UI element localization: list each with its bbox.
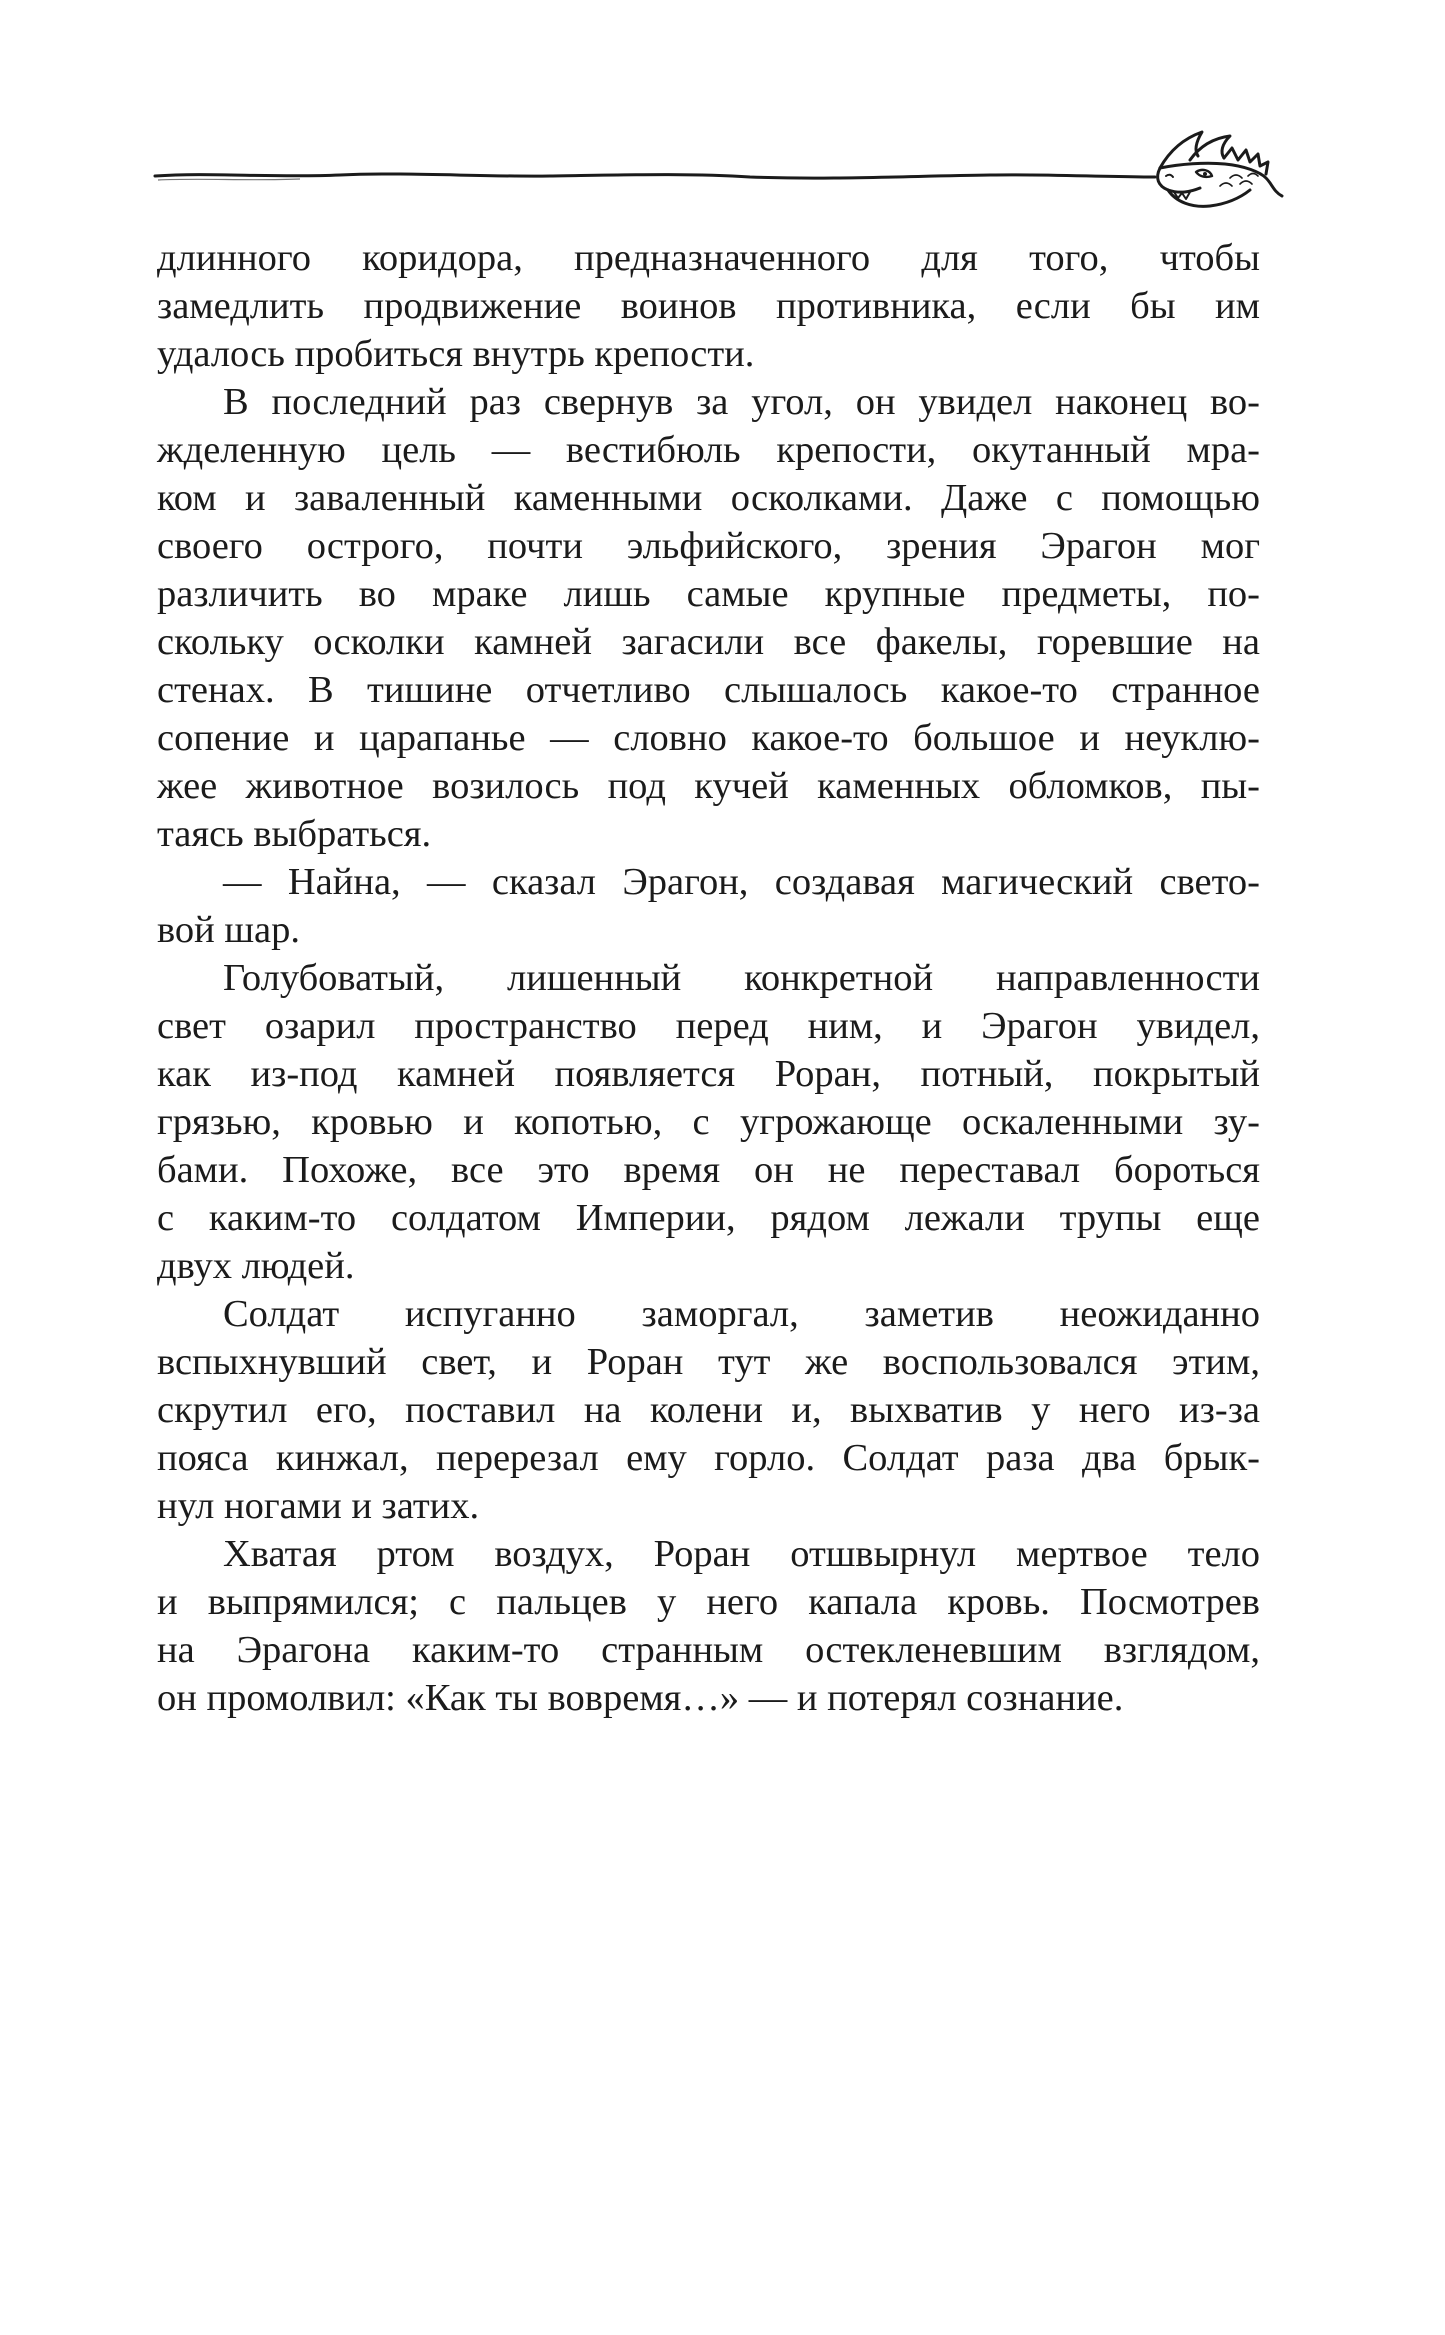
text-line: жделенную цель — вестибюль крепости, окутанный мра-	[157, 429, 1260, 471]
text-line: свет озарил пространство перед ним, и Эрагон увидел,	[157, 1005, 1260, 1047]
text-line: нул ногами и затих.	[157, 1485, 480, 1527]
text-line: он промолвил: «Как ты вовремя…» — и потерял сознание.	[157, 1677, 1124, 1719]
text-line: удалось пробиться внутрь крепости.	[157, 333, 755, 375]
text-line: скрутил его, поставил на колени и, выхватив у него из-за	[157, 1389, 1260, 1431]
text-line: и выпрямился; с пальцев у него капала кровь. Посмотрев	[157, 1581, 1260, 1623]
text-line: ком и заваленный каменными осколками. Даже с помощью	[157, 477, 1260, 519]
text-line: на Эрагона каким-то странным остекленевшим взглядом,	[157, 1629, 1260, 1671]
text-line: скольку осколки камней загасили все факелы, горевшие на	[157, 621, 1260, 663]
header-rule-line	[155, 174, 1155, 178]
paragraph	[157, 1290, 1260, 1530]
text-line: стенах. В тишине отчетливо слышалось какое-то странное	[157, 669, 1260, 711]
text-line: как из-под камней появляется Роран, потный, покрытый	[157, 1053, 1260, 1095]
text-line: двух людей.	[157, 1245, 355, 1287]
body-text	[157, 234, 1260, 1722]
text-line: таясь выбраться.	[157, 813, 432, 855]
header-ornament	[150, 120, 1300, 220]
text-line: длинного коридора, предназначенного для того, чтобы	[157, 237, 1260, 279]
text-line: Хватая ртом воздух, Роран отшвырнул мертвое тело	[223, 1533, 1260, 1575]
text-line: различить во мраке лишь самые крупные предметы, по-	[157, 573, 1260, 615]
text-line: своего острого, почти эльфийского, зрения Эрагон мог	[157, 525, 1260, 567]
text-line: жее животное возилось под кучей каменных обломков, пы-	[157, 765, 1260, 807]
text-line: пояса кинжал, перерезал ему горло. Солдат раза два брык-	[157, 1437, 1260, 1479]
text-line: вой шар.	[157, 909, 301, 951]
text-line: бами. Похоже, все это время он не переставал бороться	[157, 1149, 1260, 1191]
text-line: — Найна, — сказал Эрагон, создавая магический свето-	[223, 861, 1260, 903]
paragraph	[157, 234, 1260, 378]
paragraph	[157, 378, 1260, 858]
text-line: В последний раз свернув за угол, он увидел наконец во-	[223, 381, 1260, 423]
text-line: с каким-то солдатом Империи, рядом лежали трупы еще	[157, 1197, 1260, 1239]
text-line: замедлить продвижение воинов противника, если бы им	[157, 285, 1260, 327]
paragraph	[157, 954, 1260, 1290]
paragraph	[157, 1530, 1260, 1722]
text-line: грязью, кровью и копотью, с угрожающе оскаленными зу-	[157, 1101, 1260, 1143]
text-line: Голубоватый, лишенный конкретной направленности	[223, 957, 1260, 999]
text-line: Солдат испуганно заморгал, заметив неожиданно	[223, 1293, 1260, 1335]
text-line: вспыхнувший свет, и Роран тут же воспользовался этим,	[157, 1341, 1260, 1383]
dragon-head-icon	[1158, 132, 1282, 206]
paragraph	[157, 858, 1260, 954]
text-line: сопение и царапанье — словно какое-то большое и неуклю-	[157, 717, 1260, 759]
